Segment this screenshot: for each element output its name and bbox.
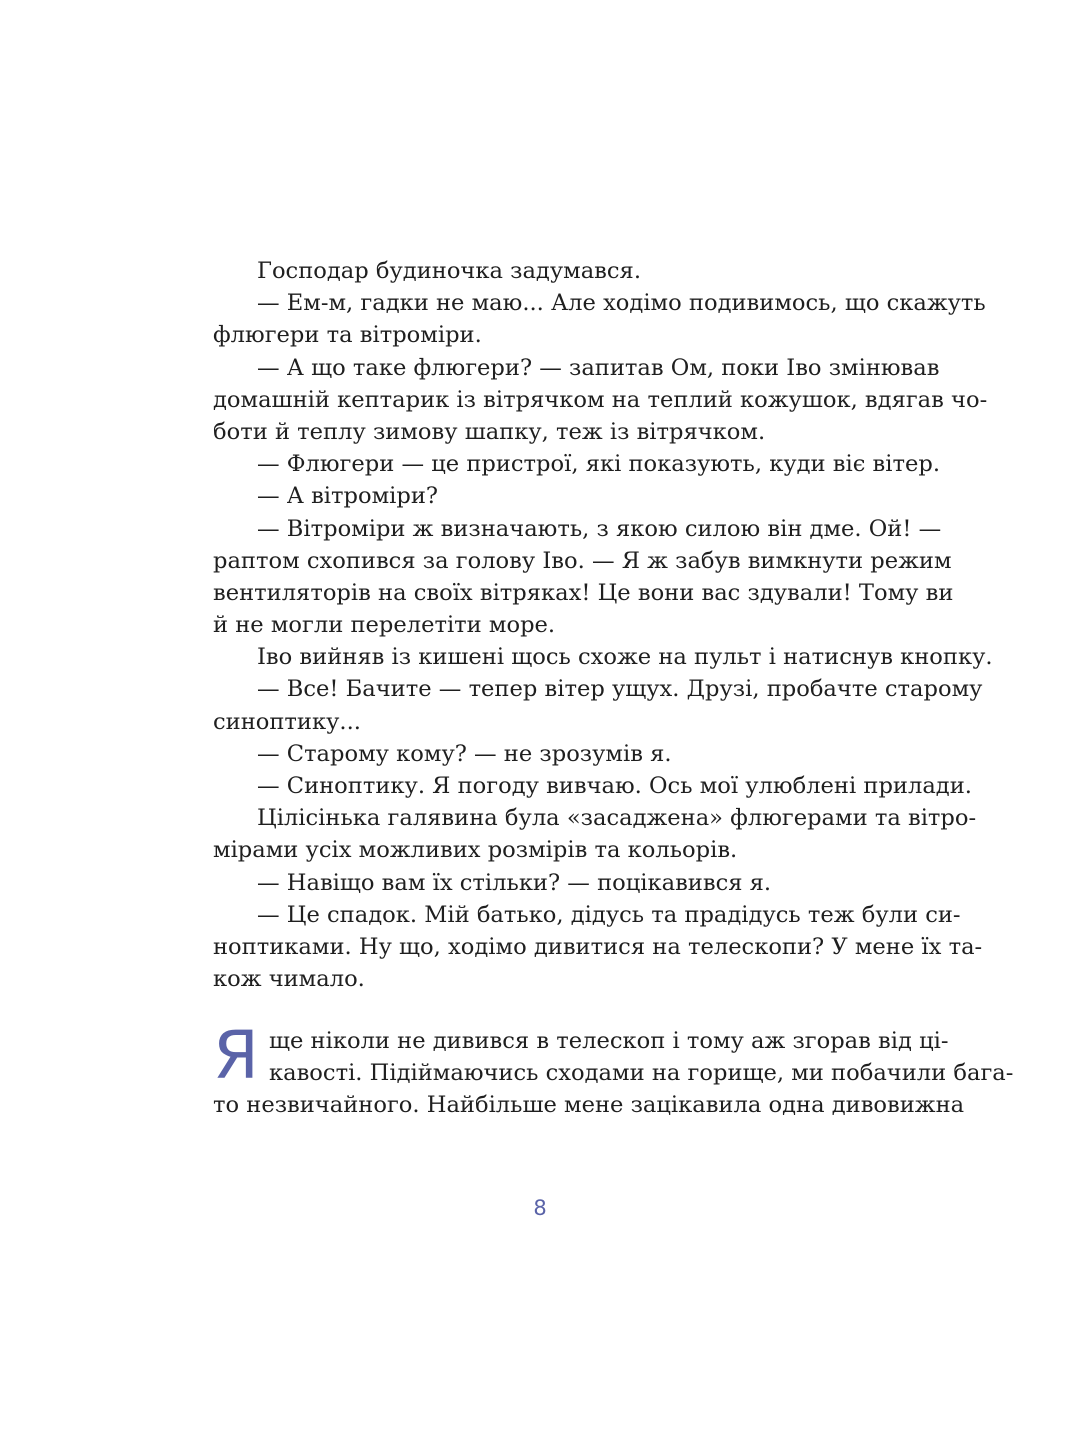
text-line: боти й теплу зимову шапку, теж із вітрячком. (213, 418, 766, 445)
page-number: 8 (533, 1196, 547, 1220)
text-line: раптом схопився за голову Іво. — Я ж забув вимкнути режим (213, 547, 952, 574)
chapter-opening (213, 1017, 1014, 1122)
drop-cap: Я (213, 1017, 259, 1094)
text-line: вентиляторів на своїх вітряках! Це вони вас здували! Тому ви (213, 579, 954, 606)
text-line: — Ем-м, гадки не маю... Але ходімо подивимось, що скажуть (257, 290, 986, 317)
text-line: й не могли перелетіти море. (213, 612, 556, 639)
text-line: ноптиками. Ну що, ходімо дивитися на телескопи? У мене їх та- (213, 933, 983, 960)
text-line: синоптику... (213, 708, 361, 735)
text-line: Господар будиночка задумався. (257, 258, 641, 284)
text-line: — Все! Бачите — тепер вітер ущух. Друзі, пробачте старому (257, 676, 983, 703)
text-line: кож чимало. (213, 966, 365, 993)
text-line: флюгери та вітроміри. (213, 322, 482, 349)
text-line: — А вітроміри? (257, 483, 439, 510)
text-line: — Це спадок. Мій батько, дідусь та прадідусь теж були си- (257, 901, 961, 928)
chapter-line-1: ще ніколи не дивився в телескоп і тому аж згорав від ці- (269, 1028, 949, 1054)
text-line: Цілісінька галявина була «засаджена» флюгерами та вітро- (257, 805, 977, 832)
text-line: домашній кептарик із вітрячком на теплий кожушок, вдягав чо- (213, 386, 988, 413)
text-line: — А що таке флюгери? — запитав Ом, поки Іво змінював (257, 354, 940, 381)
text-line: мірами усіх можливих розмірів та кольорів. (213, 837, 738, 864)
chapter-line-3: то незвичайного. Найбільше мене зацікавила одна дивовижна (213, 1092, 965, 1119)
text-line: — Флюгери — це пристрої, які показують, куди віє вітер. (257, 451, 941, 478)
text-line: — Вітроміри ж визначають, з якою силою він дме. Ой! — (257, 515, 942, 542)
text-line: — Синоптику. Я погоду вивчаю. Ось мої улюблені прилади. (257, 773, 972, 799)
text-line: — Старому кому? — не зрозумів я. (257, 740, 672, 767)
text-line: — Навіщо вам їх стільки? — поцікавився я. (257, 869, 772, 896)
body-text (213, 255, 993, 995)
text-line: Іво вийняв із кишені щось схоже на пульт і натиснув кнопку. (257, 644, 993, 671)
chapter-line-2: кавості. Підіймаючись сходами на горище, ми побачили бага- (269, 1060, 1014, 1087)
